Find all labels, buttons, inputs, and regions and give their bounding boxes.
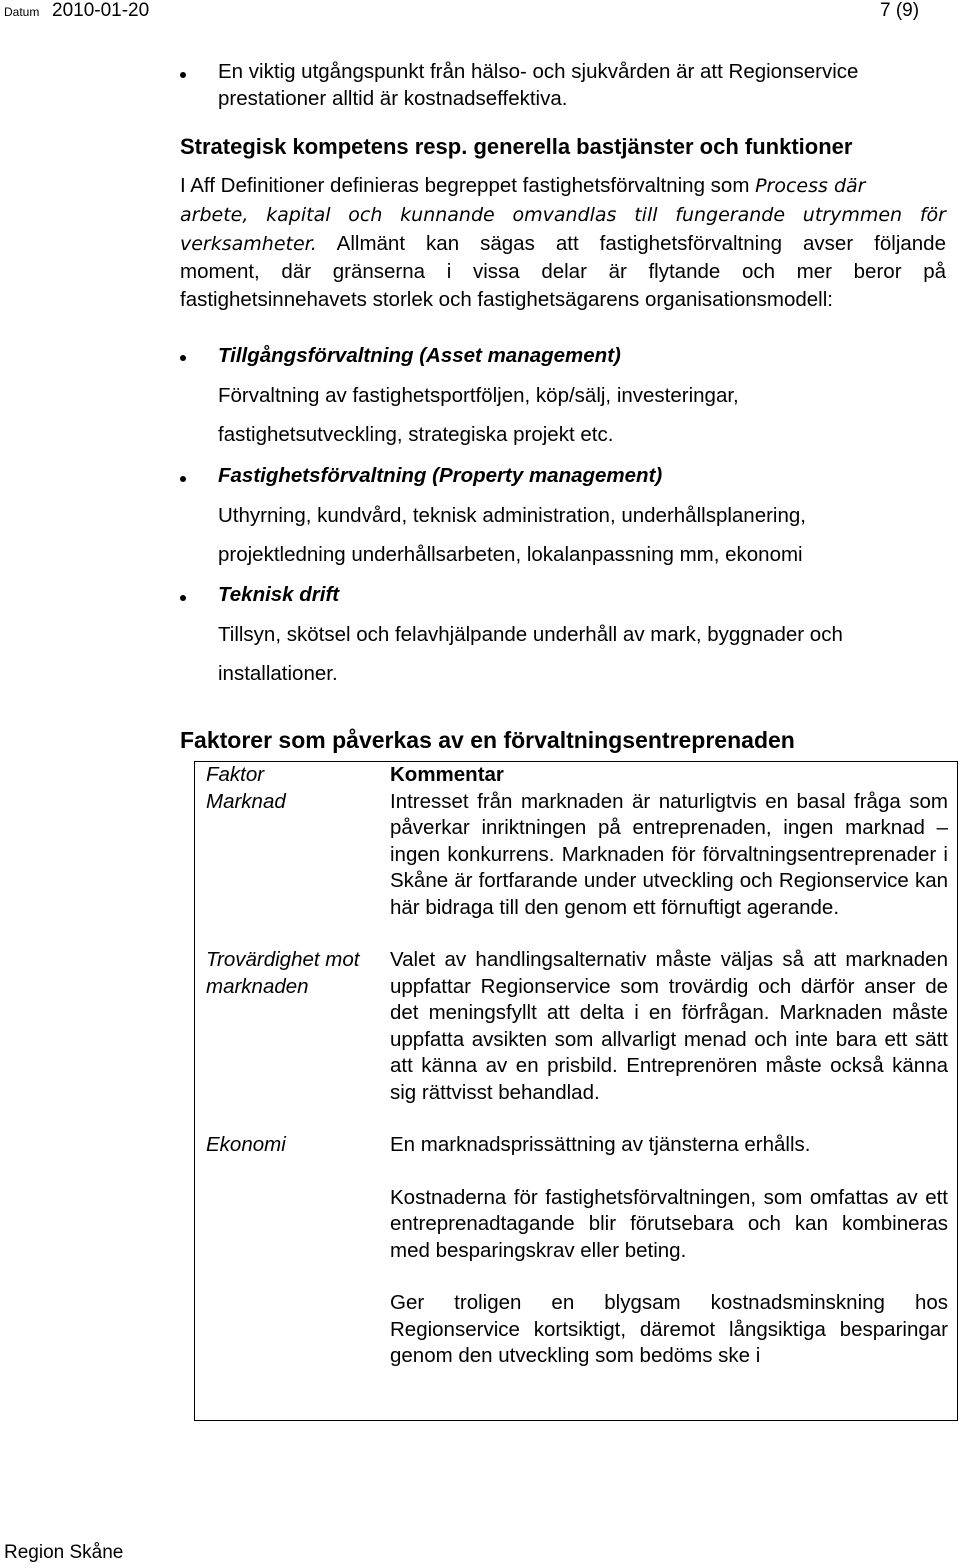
moment-desc-line: fastighetsutveckling, strategiska projekt etc. xyxy=(218,423,614,446)
comment-cell xyxy=(390,1132,958,1370)
comment-cell: Intresset från marknaden är naturligtvis en basal fråga som påverkar inriktningen på entreprenaden, ingen marknad – ingen konkurrens. Marknaden för förvaltningsentreprenader i Skåne är fortfarande under utveckling och Regionservice kan här bidraga till den genom ett förnuftigt agerande. xyxy=(390,789,948,919)
moment-desc-line: installationer. xyxy=(218,662,338,685)
factors-table xyxy=(194,761,958,1370)
moment-title-asset: Tillgångsförvaltning (Asset management) xyxy=(218,344,621,367)
page-number: 7 (9) xyxy=(880,0,920,21)
definition-paragraph xyxy=(180,172,946,314)
paragraph-text: Allmänt kan sägas att fastighetsförvaltning avser följande xyxy=(316,232,946,255)
comment-cell: Valet av handlingsalternativ måste väljas så att marknaden uppfattar Regionservice som trovärdig och därför anser de det meningsfyllt att delta i en förfrågan. Marknaden måste uppfatta avsikten som allvarligt menad och inte bara ett sätt att känna av en prisbild. Entreprenören måste också känna sig rättvisst behandlad. xyxy=(390,948,948,1104)
factor-cell: Trovärdighet mot marknaden xyxy=(206,948,360,998)
table-header-row xyxy=(194,761,958,789)
factor-cell: Ekonomi xyxy=(206,1133,286,1156)
bullet-dot xyxy=(180,72,186,78)
moment-title-technical: Teknisk drift xyxy=(218,583,340,606)
comment-paragraph: Ger troligen en blygsam kostnadsminskning hos Regionservice kortsiktigt, däremot långsiktiga besparingar genom den utveckling som bedöms ske i xyxy=(390,1291,948,1367)
table-row xyxy=(194,789,958,948)
comment-paragraph: En marknadsprissättning av tjänsterna erhålls. xyxy=(390,1133,811,1156)
datum-label: Datum xyxy=(4,5,40,19)
table-row xyxy=(194,947,958,1132)
footer-organization: Region Skåne xyxy=(4,1542,124,1563)
moment-desc-line: Tillsyn, skötsel och felavhjälpande underhåll av mark, byggnader och xyxy=(218,623,843,646)
column-header-factor: Faktor xyxy=(206,763,265,786)
comment-paragraph: Kostnaderna för fastighetsförvaltningen, som omfattas av ett entreprenadtagande blir förutsebara och kan kombineras med besparingskrav eller beting. xyxy=(390,1185,948,1262)
definition-quote: Process där xyxy=(755,175,866,197)
bullet-dot xyxy=(180,355,186,361)
factor-cell: Marknad xyxy=(206,789,286,813)
moment-title-property: Fastighetsförvaltning (Property management) xyxy=(218,464,663,487)
paragraph-text: moment, där gränserna i vissa delar är flytande och mer beror på xyxy=(180,260,946,283)
paragraph-text: fastighetsinnehavets storlek och fastighetsägarens organisationsmodell: xyxy=(180,288,833,311)
section-heading-faktorer: Faktorer som påverkas av en förvaltningsentreprenaden xyxy=(180,727,795,753)
definition-quote: verksamheter. xyxy=(180,233,317,255)
moment-desc-line: projektledning underhållsarbeten, lokalanpassning mm, ekonomi xyxy=(218,543,803,566)
paragraph-text: I Aff Definitioner definieras begreppet fastighetsförvaltning som xyxy=(180,174,756,197)
table-row xyxy=(194,1132,958,1370)
moment-desc-line: Förvaltning av fastighetsportföljen, köp/sälj, investeringar, xyxy=(218,384,739,407)
intro-bullet-line-1: En viktig utgångspunkt från hälso- och sjukvården är att Regionservice xyxy=(218,60,859,83)
intro-bullet-line-2: prestationer alltid är kostnadseffektiva. xyxy=(218,87,568,110)
bullet-dot xyxy=(180,595,186,601)
moment-desc-line: Uthyrning, kundvård, teknisk administration, underhållsplanering, xyxy=(218,504,806,527)
column-header-comment: Kommentar xyxy=(390,763,504,786)
definition-quote: arbete, kapital och kunnande omvandlas till fungerande utrymmen för xyxy=(180,204,946,226)
section-heading-strategisk: Strategisk kompetens resp. generella bastjänster och funktioner xyxy=(180,134,853,159)
bullet-dot xyxy=(180,476,186,482)
document-date: 2010-01-20 xyxy=(52,0,150,21)
